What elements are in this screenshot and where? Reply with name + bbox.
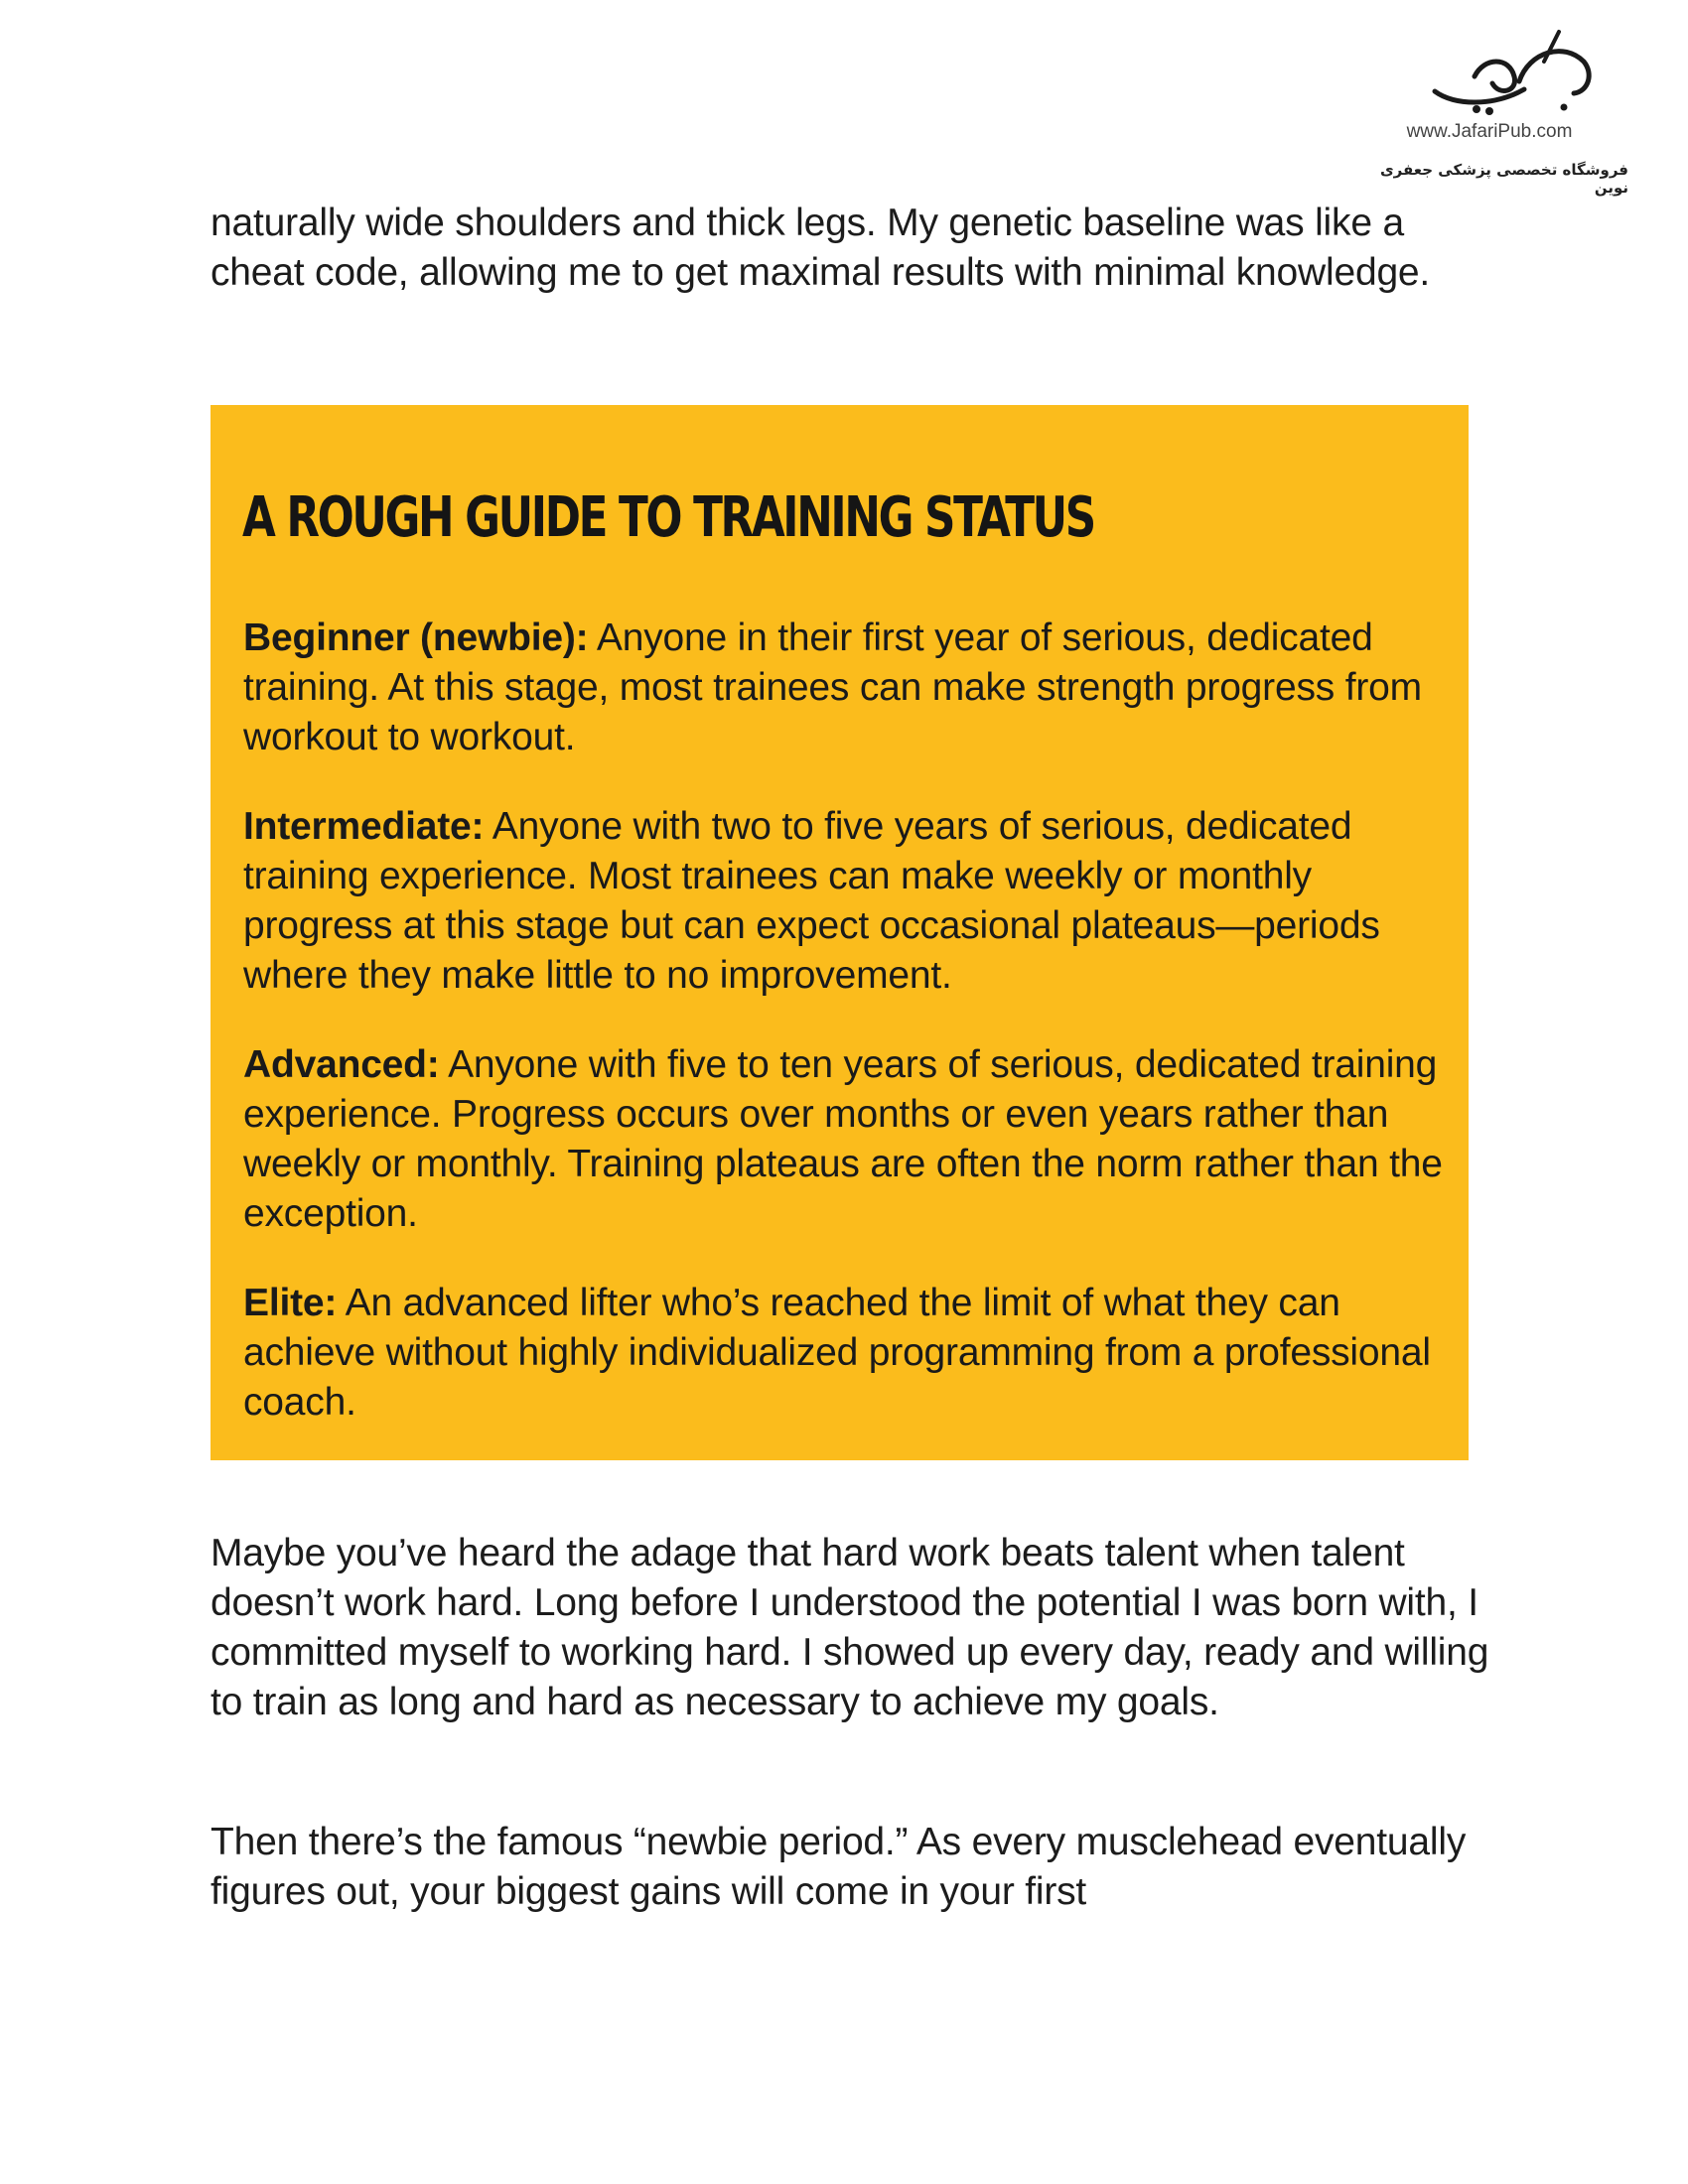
callout-entry-elite bbox=[243, 1279, 1445, 1428]
entry-description: Anyone with five to ten years of serious, dedicated training experience. Progress occurs over months or even years rather than weekly or monthly. Training plateaus are often the norm rather than the exception. bbox=[243, 1043, 1443, 1235]
body-paragraph-hard-work: Maybe you’ve heard the adage that hard work beats talent when talent doesn’t work hard. Long before I understood the potential I was born with, I committed myself to working hard. I showed up every day, ready and willing to train as long and hard as necessary to achieve my goals. bbox=[211, 1532, 1489, 1723]
callout-entry-beginner bbox=[243, 614, 1445, 762]
entry-term: Advanced: bbox=[243, 1043, 440, 1086]
callout-title: A ROUGH GUIDE TO TRAINING STATUS bbox=[242, 485, 1094, 550]
entry-term: Intermediate: bbox=[243, 805, 485, 848]
publisher-logo-icon bbox=[1415, 22, 1604, 121]
callout-entry-intermediate bbox=[243, 802, 1445, 1001]
entry-description: Anyone with two to five years of serious, dedicated training experience. Most trainees can make weekly or monthly progress at this stage but can expect occasional plateaus—periods where they make little to no improvement. bbox=[243, 805, 1380, 997]
publisher-tagline: فروشگاه تخصصی پزشکی جعفری نوین bbox=[1379, 161, 1628, 197]
publisher-url: www.JafariPub.com bbox=[1406, 121, 1573, 142]
entry-description: Anyone in their first year of serious, dedicated training. At this stage, most trainees can make strength progress from workout to workout. bbox=[243, 616, 1422, 758]
entry-description: An advanced lifter who’s reached the limit of what they can achieve without highly individualized programming from a professional coach. bbox=[243, 1282, 1431, 1424]
body-paragraph-intro: naturally wide shoulders and thick legs. My genetic baseline was like a cheat code, allowing me to get maximal results with minimal knowledge. bbox=[211, 202, 1431, 294]
entry-term: Elite: bbox=[243, 1282, 338, 1324]
entry-term: Beginner (newbie): bbox=[243, 616, 589, 659]
body-paragraph-newbie-period: Then there’s the famous “newbie period.” As every musclehead eventually figures out, your biggest gains will come in your first bbox=[211, 1821, 1467, 1913]
training-status-callout bbox=[211, 405, 1469, 1460]
callout-entry-advanced bbox=[243, 1040, 1445, 1239]
publisher-watermark bbox=[1370, 22, 1668, 197]
